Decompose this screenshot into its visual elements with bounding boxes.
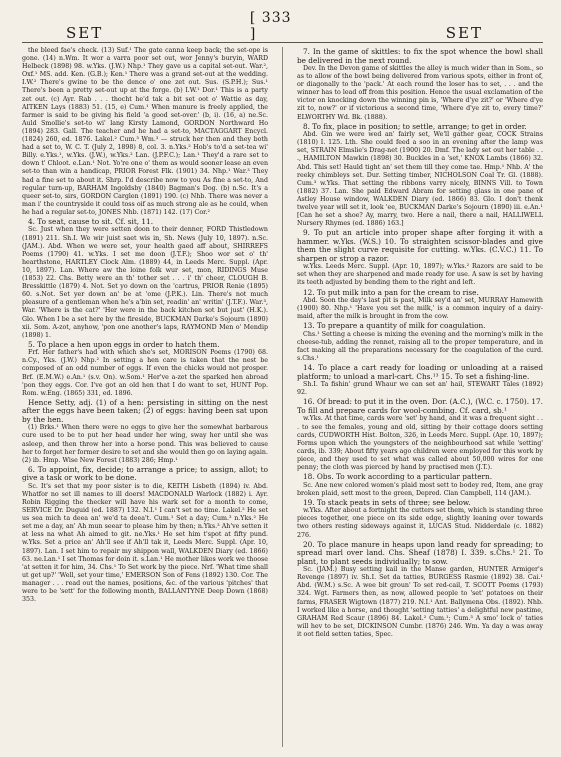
entry-paragraph: w.Yks. Leeds Merc. Suppl. (Apr. 10, 1897); w.Yks.² Razors are said to be set when they are sharpened and made ready for use. A saw is set by having its teeth adjusted by bending them to the right and left. <box>297 263 543 287</box>
entry-paragraph: 18. Obs. To work according to a particular pattern. <box>303 472 493 482</box>
left-column <box>22 47 268 747</box>
entry-paragraph: Frf. Her father's had with which she's set, MORISON Poems (1790) 68. n.Cy., Yks. (J.W.) Nhp.² In setting a hen care is taken that the nest be composed of an odd number of eggs. If even the chicks would not prosper. Brf. (E.M.W.) e.An.¹ (s.v. On). w.Som.¹ Her've a-zet the sparked hen abroad 'pon they eggs. Cor. I've got an old hen that I do want to set, HUNT Pop. Rom. w.Eng. (1865) 331, ed. 1896. <box>22 349 268 397</box>
entry-paragraph: 6. To appoint, fix, decide; to arrange a price; to assign, allot; to give a task or work to be done. <box>22 464 268 483</box>
entry-paragraph: the bleed fae's check. (13) Suf.¹ The gate canna keep back; the set-ope is gone. (14) n.Wm. It wor a varra poor set out, wor Jenny's buryin, WARD Helbeck (1898) 98. w.Yks. (J.W.) Nhp.¹ They gave us a capital set-out. War.², Oxf.¹ MS. add. Ken. (G.B.); Ken.¹ There was a grand set-out at the wedding. I.W.² There's gwine to be the dence o' one zet out. Sus. (S.P.H.); Sus.¹ There's been a pretty set-out up at the forge. (b) I.W.¹ Dor.¹ This is a party zet out. (c) Ayr. Rab . . . thocht he'd tak a bit set oot o' Wattie as day, AITKEN Lays (1883) 51. (15, e) Cum.¹ When manure is freely applied, the farmer is said to be giving his field 'a good set-over.' (b, i). (16, a) ne.Sc. Auld Smollie's set-to wi' lang Kirsty Lamond, GORDON Northward Ho (1894) 283. Gall. The teacher and he had a set-to, MACTAGGART Encycl. (1824) 260, ed. 1876. Lakel.² Cum.³ Wm.³ — struck her then and they both had a set to, W. C. T. (July 2, 1898) 8, col. 3. n.Yks.² Hob's to'd a set-tea wi' Billy. e.Yks.¹, w.Yks. (J.W.), w.Yks.² Lan. (J.P.F.C.); Lan.¹ They'd a rare set to down t' Chloot. e.Lan.¹ Not. Yo're one o' them as would sooner lease an even set-to than win a handicap, PRIOR Forest Flk. (1901) 34. Nhp.¹ War.³ They had a fine set to about it. Shrp. I'd describe now to you As fine a set-to, And regular turn-up, BARHAM Ingoldsby (1840) Bagman's Dog. (b) n.Sc. It's a queer set-to, sirs, GORDON Carglen (1891) 190. (c) Nhb. There was never a man i' the countryside it could toss oif as much strong ale as he could, when he had a regular set-to, JONES Nhb. (1871) 142. (17) Cor.² <box>22 47 268 216</box>
entry-paragraph: 4. To seat, cause to sit. Cf. sit, 11. <box>28 216 154 226</box>
entry-paragraph: Sc. It's set that my poor sister is to die, KEITH Lisbeth (1894) iv. Abd. Whatfor no set ill names to ill doers! MACDONALD Warlock (1882) i. Ayr. Robin Rigging the thecker will have his wark set for a month to come, SERVICE Dr. Duguid (ed. 1887) 132. N.I.¹ I can't set no time. Lakel.² He set us sea mich ta deea an' we'd ta deea't. Cum.¹ Set a day; Cum.³ n.Yks.² He set me a day, an' Ah mun seear to please him by then; n.Yks.³ Ah've setten it at less na what Ah aimed to git. ne.Yks.¹ He set him t'spot at fifty pund. w.Yks. Set a price an' Ah'll see if Ah'll tak it, Leeds Merc. Suppl. (Apr. 10, 1897). Lan. I set him to repair my shippon wall, WALKDEN Diary (ed. 1866) 63. ne.Lan.¹ I set Thomas for doin it. s.Lan.¹ He mother likes work we thoose 'at setten it for him, 34. Chs.¹ To Set work by the piece. Nrf. 'What time shall ut get up?' 'Well, set your time,' EMERSON Son of Fens (1892) 130. Cor. The manager . . . read out the names, positions, &c. of the various 'pitches' that were to be 'sett' for the following month, BALLANTYNE Deep Down (1868) 353. <box>22 482 268 604</box>
entry-paragraph: Hence Setty, adj. (1) of a hen: persisting in sitting on the nest after the eggs have been taken; (2) of eggs: having been sat upon by the hen. <box>22 397 268 424</box>
entry-paragraph: 7. In the game of skittles: to fix the spot whence the bowl shall be delivered in the next round. <box>297 47 543 65</box>
entry-paragraph: Sh.I. Ta fishin' grund Whaur we can set an' hail, STEWART Tales (1892) 92. <box>297 381 543 397</box>
page-header <box>22 10 543 43</box>
entry-paragraph: Abd. Gin we were wed an' fairly set, We'll gather gear, COCK Strains (1810) I. 125. Lth. She could feed a soo in an evening after the lamp was set, STRAIN Elmslie's Drag-net (1900) 20. Dmf. The lady set out her table . . ., HAMILTON Mawkin (1898) 30. Buckles in a 'set,' KNOX Lambs (1866) 32. Abd. This set! Hauld tight an' set them till they come tae. Hmp.¹ Nhb. A' the reeky chimbleys set. Dur. Setting timber, NICHOLSON Coal Tr. Gl. (1888). Cum.³ w.Yks. That setting the ribbons varry nicely, BINNS Vill. to Town (1882) 37. Lan. She paid Edward Abram for setting glass in one pane of Astley House window, WALKDEN Diary (ed. 1866) 83. Glo. I don't thenk twelve year will set it, look 'ee, BUCKMAN Darke's Sojourn (1890) iii. e.An.¹ [Can he set a shoe? Ay, marry, two. Here a nail, there a nail, HALLIWELL Nursery Rhymes (ed. 1886) 163.] <box>297 131 543 228</box>
columns <box>22 47 543 747</box>
entry-paragraph: Sc. (JAM.) Busy setting kail in the Manse garden, HUNTER Armiger's Revenge (1897) iv. Sh.I. Set da tatties, BURGESS Rasmie (1892) 38. Cai.¹ Abd. (W.M.) s.Sc. A wee bit groun' To set red-cail, T. SCOTT Poems (1793) 324. Wgt. Farmers then, as now, allowed people to 'set' potatoes on their farms, FRASER Wigtown (1877) 219. N.I.¹ Ant. Ballymena Obs. (1892). Nhb. I worked like a horse, and thought 'setting tatties' a delightful new pastime, GRAHAM Red Scaur (1896) 84. Lakel.² Cum.¹; Cum.³ A smo' lock o' taties will hev to be set, DICKINSON Cumbr. (1876) 246. Wm. Ya day a was away it oot field setten taties, Spec. <box>297 566 543 638</box>
entry-paragraph: 8. To fix, place in position; to settle, arrange; to get in order. <box>303 121 527 131</box>
entry-paragraph: 13. To prepare a quantity of milk for coagulation. <box>303 321 486 331</box>
entry-paragraph: 12. To put milk into a pan for the cream to rise. <box>303 287 479 297</box>
right-headword: SET <box>445 24 484 42</box>
page-number: [ 333 ] <box>249 10 292 42</box>
left-headword: SET <box>66 24 104 42</box>
entry-paragraph: 16. Of bread: to put it in the oven. Dor. (A.C.), (W.C. c. 1750). 17. To fill and prepare cards for wool-combing. Cf. card, sb.¹ <box>297 397 543 415</box>
entry-paragraph: (1) Brks.¹ When there were no eggs to give her the somewhat barbarous cure used to be to put her head under her wing, sway her until she was asleep, and then throw her into a horse pond. This was believed to cause her to forget her former desire to set and she would then go on laying again. (2) ib. Hmp. Wise New Forest (1883) 286; Hmp.¹ <box>22 424 268 464</box>
entry-paragraph: 20. To place manure in heaps upon land ready for spreading; to spread marl over land. Chs. Sheaf (1878) I. 339. s.Chs.¹ 21. To plant, to plant seeds individually; to sow. <box>297 539 543 566</box>
entry-paragraph: w.Yks. At that time, cards were 'set' by hand, and it was a frequent sight . . . to see the females, young and old, sitting by their cottage doors setting cards, CUDWORTH Hist. Bolton, 326, in Leeds Merc. Suppl. (Apr. 10, 1897); Forms upon which the youngsters of the neighbourhood sat while 'setting' cards, ib. 339; About fifty years ago children were employed for this work by piece, and they used to set what was called about 50,000 wires for one penny; the cloth was pierced by hand by practised men (J.T.). <box>297 415 543 471</box>
right-column <box>297 47 543 747</box>
entry-paragraph: Chs.¹ Setting a cheese is mixing the evening and the morning's milk in the cheese-tub, adding the rennet, raising all to the proper temperature, and in fact making all the preparations necessary for the coagulation of the curd. s.Chs.¹ <box>297 330 543 363</box>
column-divider <box>282 47 283 747</box>
entry-paragraph: 19. To stack peats in sets of three; see below. <box>303 497 471 507</box>
entry-paragraph: Sc. Ane new colored women's plaid most sett to bodey red, Item, ane gray broken plaid, sett most to the green, Depred. Clan Campbell, 114 (JAM.). <box>297 481 543 497</box>
entry-paragraph: 9. To put an article into proper shape after forging it with a hammer. w.Yks. (W.S.) 10. To straighten scissor-blades and give them the slight curve requisite for cutting. w.Yks. (C.V.C.) 11. To sharpen or strop a razor. <box>297 228 543 263</box>
entry-paragraph: 5. To place a hen upon eggs in order to hatch them. <box>28 339 220 349</box>
entry-paragraph: w.Yks. After about a fortnight the cutters set them, which is standing three pieces together, one piece on its side edge, slightly leaning over towards two others resting sideways against it, LUCAS Stud. Nidderdale (c. 1882) 276. <box>297 507 543 539</box>
entry-paragraph: Abd. Soon the day's last pit is past, Milk sey'd an' set, MURRAY Hamewith (1900) 80. Nhp.¹ 'Have you set the milk,' is a common inquiry of a dairy-maid, after the milk is brought in from the cow. <box>297 297 543 321</box>
entry-paragraph: Sc. Just when they were setten doon to their denner, FORD Thistledown (1891) 211. Sh.I. We wir juist saet wis in, Sh. News (July 10, 1897). n.Sc. (JAM.). Abd. When we were set, your health gaed aff about, SHIRREFS Poems (1790) 41. w.Yks. I set me doon (J.T.F.); Shoo wor set o' th' hearthstone, HARTLEY Clock Alm. (1889) 44, in Leeds Merc. Suppl. (Apr. 10, 1897). Lan. Where aw the loine folk wur set, mon, RIDINGS Muse (1853) 22. Chs. Betty were an th' tother set . . . i' th' cheer, CLOUGH B. Bresskittle (1879) 4. Not. Set yo down on the 'cartrus, PRIOR Renie (1895) 60. s.Not. Set yer down an' be at 'ome (J.P.K.). Lin. There's not much pleasure of a gentleman when he's a'bin set, readin' an' writin' (J.T.F.). War.³, War. 'Where is the cat?' 'Her were in the back kitchen sot but just' (H.K.). Glo. When I be a set here by the fireside, BUCKMAN Darke's Sojourn (1890) xii. Som. A-zot, anyhow, 'pon one another's laps, RAYMOND Men o' Mendip (1898) 1. <box>22 226 268 339</box>
entry-paragraph: 14. To place a cart ready for loading or unloading at a raised platform; to unload a marl-cart. Chs.¹³ 15. To set a fishing-line. <box>297 363 543 381</box>
entry-paragraph: Dev. In the Devon game of skittles the alley is much wider than in Som., so as to allow of the bowl being delivered from various spots, either in front of, or diagonally to the 'pack.' At each round the loser has to set, . . . and the winner has to lead off from this position. Hence the usual exclamation of the victor on knocking down the winning pin is, 'Where d'ye zit?' or 'Where d'ye zit to, now?' or if victorious a second time, 'Where d'ye zit to, every time?' ELWORTHY Wd. Bk. (1888). <box>297 65 543 121</box>
